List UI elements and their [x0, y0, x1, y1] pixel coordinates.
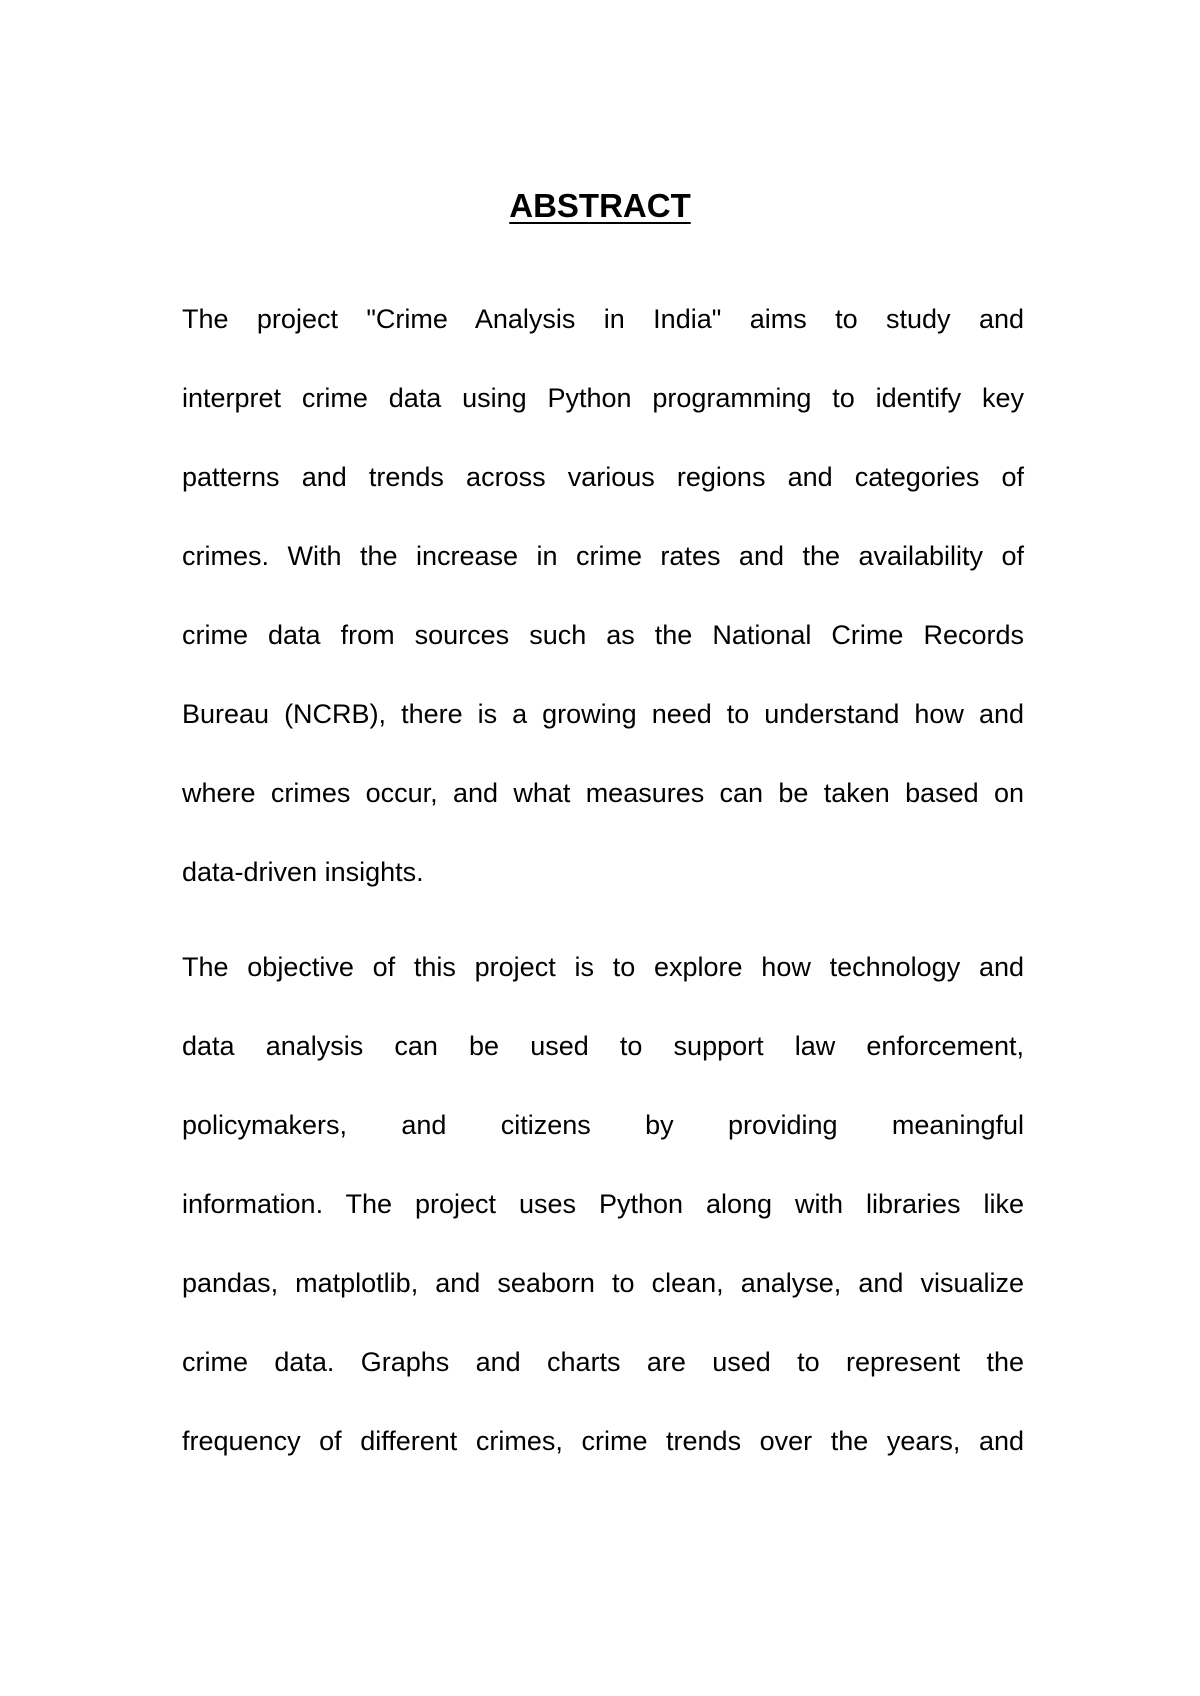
- paragraph-line: data-driven insights.: [182, 857, 424, 887]
- paragraph-line: interpret crime data using Python programming to identify key: [182, 383, 1024, 413]
- paragraph-line: information. The project uses Python along with libraries like: [182, 1189, 1024, 1219]
- paragraph-line: data analysis can be used to support law enforcement,: [182, 1031, 1024, 1061]
- paragraph-line: crime data. Graphs and charts are used to represent the: [182, 1347, 1024, 1377]
- paragraph-line: policymakers, and citizens by providing meaningful: [182, 1110, 1024, 1140]
- page-title: ABSTRACT: [509, 187, 691, 224]
- paragraph-line: crime data from sources such as the National Crime Records: [182, 620, 1024, 650]
- paragraph-line: frequency of different crimes, crime trends over the years, and: [182, 1426, 1024, 1456]
- paragraph-line: patterns and trends across various regions and categories of: [182, 462, 1024, 492]
- paragraph-1: [182, 280, 1024, 912]
- paragraph-line: pandas, matplotlib, and seaborn to clean, analyse, and visualize: [182, 1268, 1024, 1298]
- paragraph-line: where crimes occur, and what measures can be taken based on: [182, 778, 1024, 808]
- paragraph-line: The project "Crime Analysis in India" aims to study and: [182, 304, 1024, 334]
- paragraph-line: The objective of this project is to explore how technology and: [182, 952, 1024, 982]
- paragraph-2: [182, 928, 1024, 1481]
- paragraph-line: crimes. With the increase in crime rates and the availability of: [182, 541, 1024, 571]
- paragraph-line: Bureau (NCRB), there is a growing need to understand how and: [182, 699, 1024, 729]
